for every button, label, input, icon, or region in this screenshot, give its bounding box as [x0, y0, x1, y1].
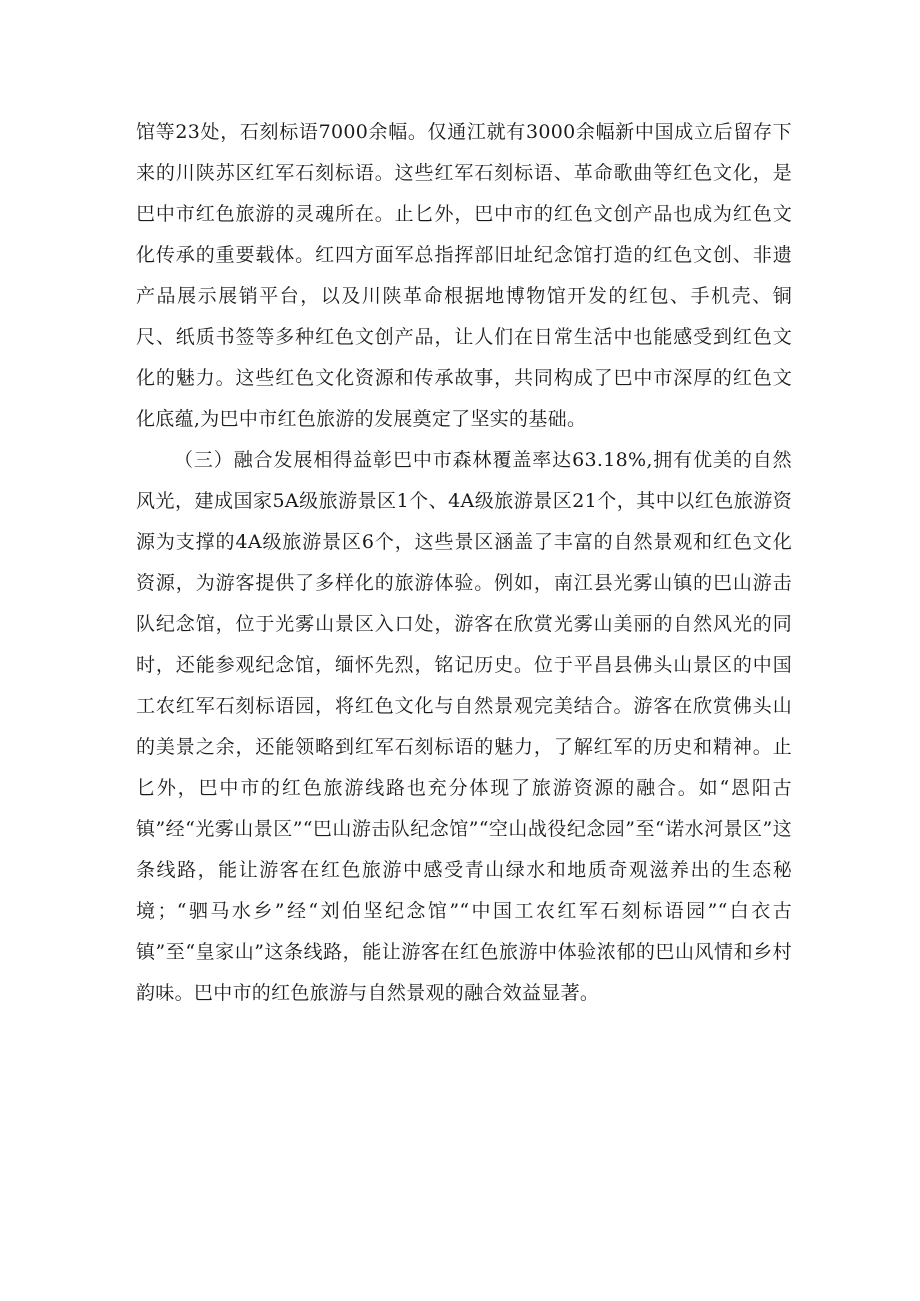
document-body: [136, 112, 792, 1014]
paragraph-continuation: 馆等23处，石刻标语7000余幅。仅通江就有3000余幅新中国成立后留存下来的川陕苏区红军石刻标语。这些红军石刻标语、革命歌曲等红色文化，是巴中市红色旅游的灵魂所在。止匕外，巴中市的红色文创产品也成为红色文化传承的重要载体。红四方面军总指挥部旧址纪念馆打造的红色文创、非遗产品展示展销平台，以及川陕革命根据地博物馆开发的红包、手机壳、铜尺、纸质书签等多种红色文创产品，让人们在日常生活中也能感受到红色文化的魅力。这些红色文化资源和传承故事，共同构成了巴中市深厚的红色文化底蕴,为巴中市红色旅游的发展奠定了坚实的基础。: [136, 121, 792, 430]
paragraph-section-three: （三）融合发展相得益彰巴中市森林覆盖率达63.18%,拥有优美的自然风光，建成国家5A级旅游景区1个、4A级旅游景区21个，其中以红色旅游资源为支撑的4A级旅游景区6个，这些景区涵盖了丰富的自然景观和红色文化资源，为游客提供了多样化的旅游体验。例如，南江县光雾山镇的巴山游击队纪念馆，位于光雾山景区入口处，游客在欣赏光雾山美丽的自然风光的同时，还能参观纪念馆，缅怀先烈，铭记历史。位于平昌县佛头山景区的中国工农红军石刻标语园，将红色文化与自然景观完美结合。游客在欣赏佛头山的美景之余，还能领略到红军石刻标语的魅力，了解红军的历史和精神。止匕外，巴中市的红色旅游线路也充分体现了旅游资源的融合。如“恩阳古镇”经“光雾山景区”“巴山游击队纪念馆”“空山战役纪念园”至“诺水河景区”这条线路，能让游客在红色旅游中感受青山绿水和地质奇观滋养出的生态秘境；“驷马水乡”经“刘伯坚纪念馆”“中国工农红军石刻标语园”“白衣古镇”至“皇家山”这条线路，能让游客在红色旅游中体验浓郁的巴山风情和乡村韵味。巴中市的红色旅游与自然景观的融合效益显著。: [136, 449, 792, 1004]
